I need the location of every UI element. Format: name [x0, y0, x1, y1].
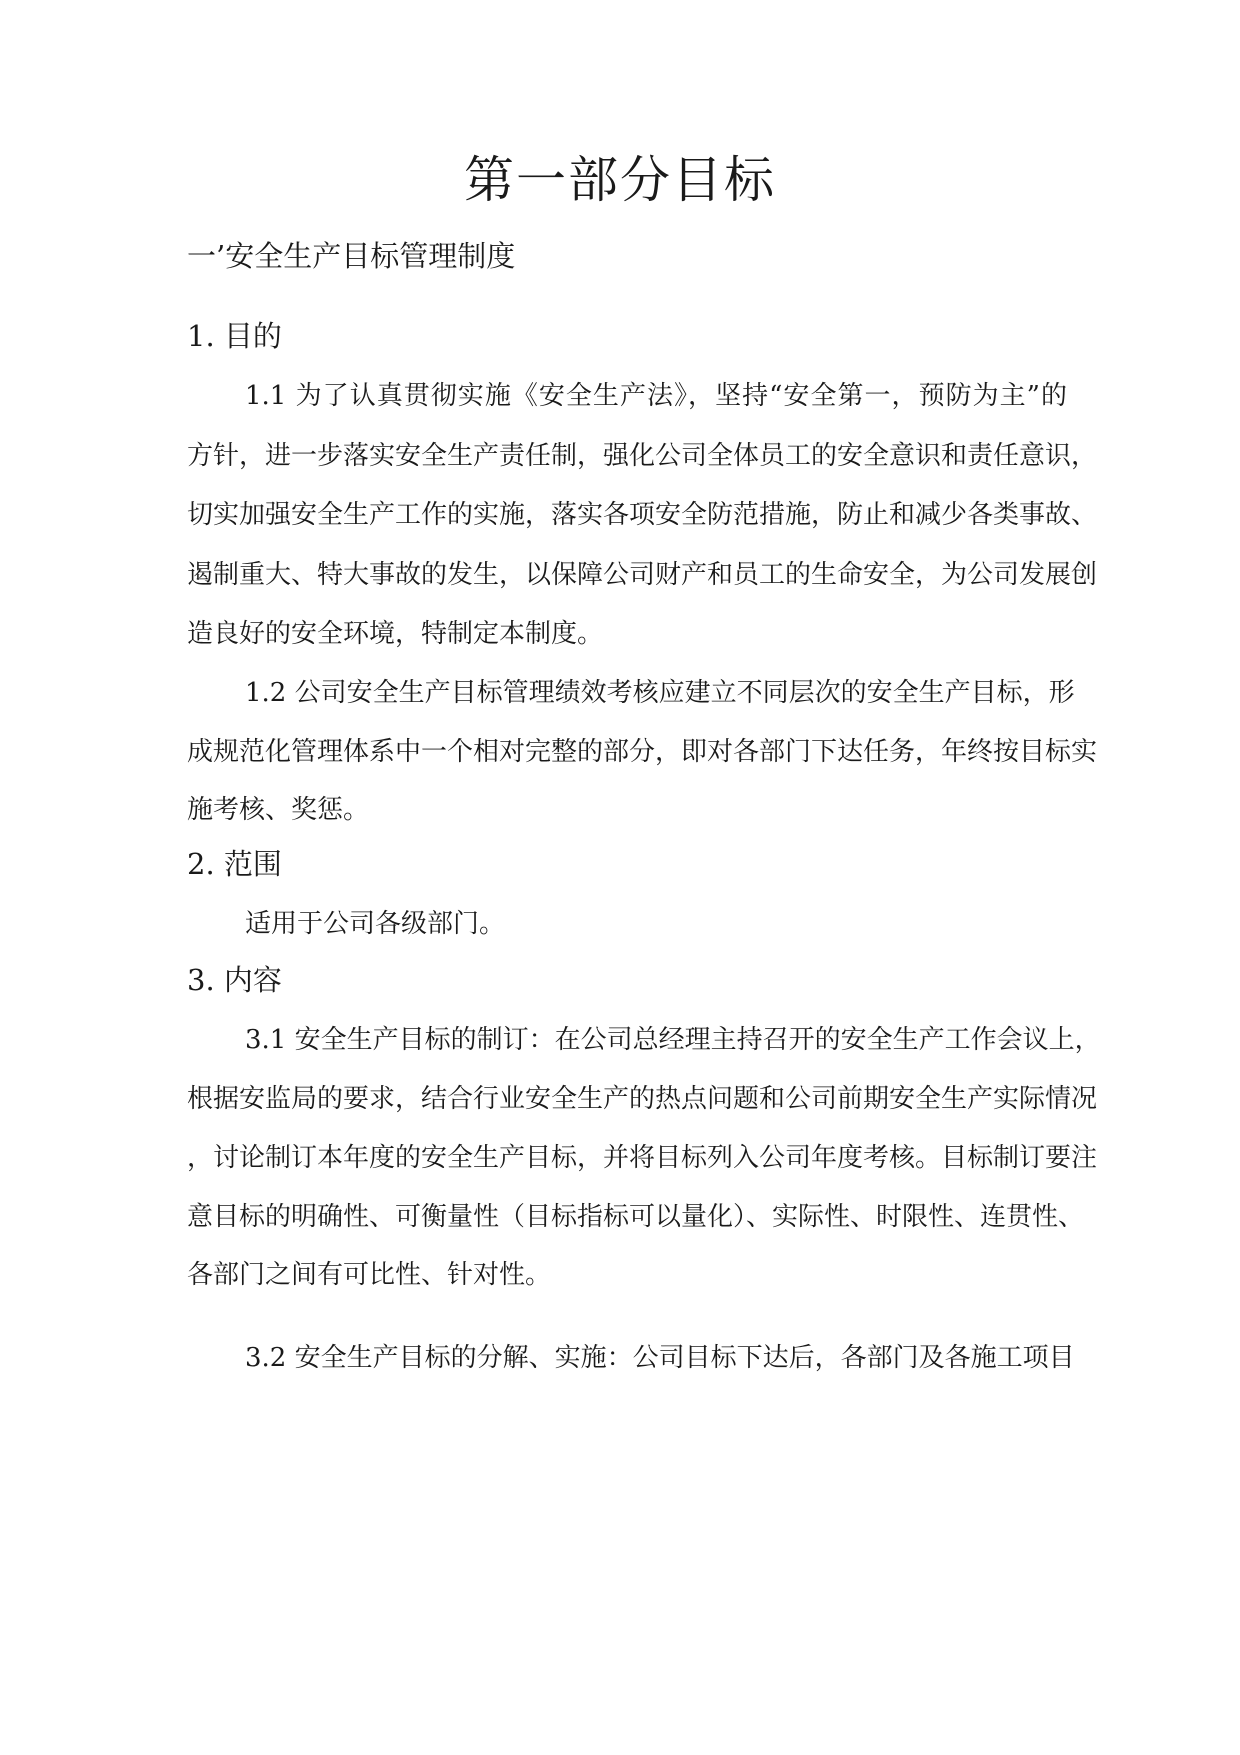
- paragraph-1-2-line: 成规范化管理体系中一个相对完整的部分，即对各部门下达任务，年终按目标实: [187, 737, 1098, 767]
- paragraph-3-1-line: ，讨论制订本年度的安全生产目标，并将目标列入公司年度考核。目标制订要注: [187, 1143, 1098, 1173]
- paragraph-3-1-line: 意目标的明确性、可衡量性（目标指标可以量化）、实际性、时限性、连贯性、: [187, 1202, 1085, 1232]
- subsection-heading-content: 3. 内容: [187, 963, 282, 997]
- paragraph-1-1-line: 遏制重大、特大事故的发生，以保障公司财产和员工的生命安全，为公司发展创: [187, 560, 1098, 590]
- subsection-heading-purpose: 1. 目的: [187, 319, 282, 353]
- subsection-heading-scope: 2. 范围: [187, 847, 282, 881]
- paragraph-3-1-line: 各部门之间有可比性、针对性。: [187, 1260, 552, 1290]
- paragraph-1-1-line: 造良好的安全环境，特制定本制度。: [187, 619, 604, 649]
- paragraph-3-1-line: 3.1 安全生产目标的制订：在公司总经理主持召开的安全生产工作会议上，: [245, 1025, 1101, 1055]
- paragraph-1-1-line: 方针，进一步落实安全生产责任制，强化公司全体员工的安全意识和责任意识，: [187, 441, 1098, 471]
- paragraph-1-1-line: 1.1 为了认真贯彻实施《安全生产法》，坚持“安全第一，预防为主”的: [245, 381, 1067, 411]
- document-title: 第一部分目标: [464, 151, 776, 209]
- paragraph-1-1-line: 切实加强安全生产工作的实施，落实各项安全防范措施，防止和减少各类事故、: [187, 500, 1098, 530]
- section-heading: 一’安全生产目标管理制度: [187, 239, 516, 273]
- paragraph-1-2-line: 施考核、奖惩。: [187, 795, 370, 825]
- paragraph-3-1-line: 根据安监局的要求，结合行业安全生产的热点问题和公司前期安全生产实际情况: [187, 1084, 1098, 1114]
- paragraph-2-line: 适用于公司各级部门。: [245, 909, 506, 939]
- paragraph-1-2-line: 1.2 公司安全生产目标管理绩效考核应建立不同层次的安全生产目标，形: [245, 678, 1075, 708]
- paragraph-3-2-line: 3.2 安全生产目标的分解、实施：公司目标下达后，各部门及各施工项目: [245, 1343, 1075, 1373]
